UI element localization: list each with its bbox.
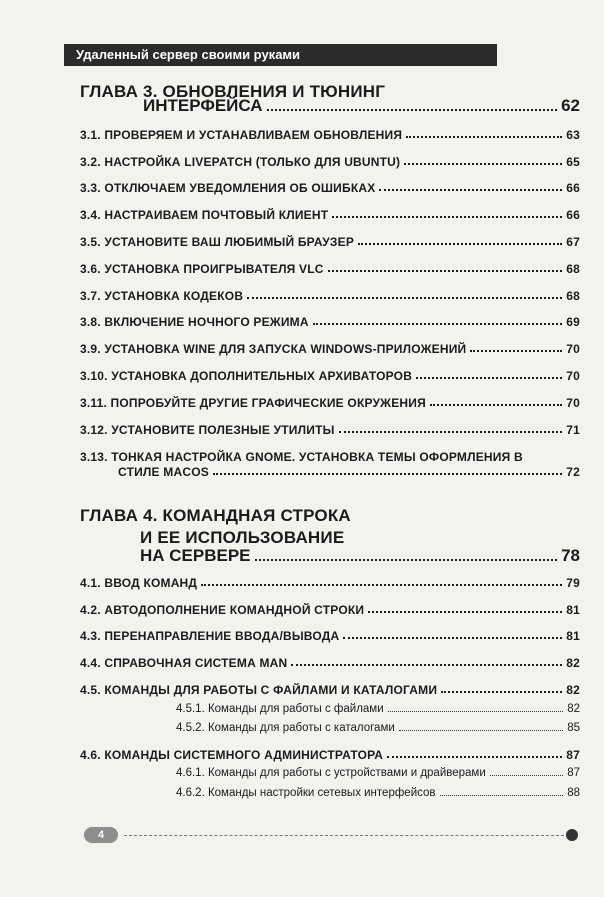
toc-entry-label: 3.11. ПОПРОБУЙТЕ ДРУГИЕ ГРАФИЧЕСКИЕ ОКРУЖЕНИЯ xyxy=(80,396,426,410)
toc-entry-label: 3.10. УСТАНОВКА ДОПОЛНИТЕЛЬНЫХ АРХИВАТОРОВ xyxy=(80,369,413,383)
leader-dots xyxy=(490,775,563,776)
leader-dots xyxy=(247,297,562,299)
leader-dots xyxy=(441,691,562,693)
toc-entry-label: 3.2. НАСТРОЙКА LIVEPATCH (ТОЛЬКО ДЛЯ UBUNTU) xyxy=(80,155,401,169)
toc-entry-page: 71 xyxy=(566,423,580,437)
toc-entry-label: 4.6.2. Команды настройки сетевых интерфейсов xyxy=(176,787,436,799)
chapter-4-title-line3-row xyxy=(80,546,580,566)
leader-dots xyxy=(343,637,562,639)
leader-dots xyxy=(358,243,562,245)
toc-entry-4-5-1 xyxy=(176,703,580,715)
leader-dots xyxy=(328,270,563,272)
running-header xyxy=(64,44,497,66)
toc-entry-page: 68 xyxy=(566,262,580,276)
toc-entry-4-6-2 xyxy=(176,787,580,799)
toc-entry-page: 87 xyxy=(566,748,580,762)
toc-entry-4-5 xyxy=(80,683,580,697)
leader-dots xyxy=(406,136,562,138)
toc-entry-label: 3.6. УСТАНОВКА ПРОИГРЫВАТЕЛЯ VLC xyxy=(80,262,324,276)
leader-dots xyxy=(470,350,562,352)
toc-entry-label: 4.2. АВТОДОПОЛНЕНИЕ КОМАНДНОЙ СТРОКИ xyxy=(80,603,365,617)
leader-dots xyxy=(291,664,562,666)
toc-entry-page: 66 xyxy=(566,208,580,222)
toc-entry-label: 3.8. ВКЛЮЧЕНИЕ НОЧНОГО РЕЖИМА xyxy=(80,315,309,329)
leader-dots xyxy=(399,730,563,731)
toc-entry-page: 82 xyxy=(567,703,580,715)
toc-entry-label: 3.7. УСТАНОВКА КОДЕКОВ xyxy=(80,289,244,303)
toc-entry-page: 68 xyxy=(566,289,580,303)
chapter-3-page: 62 xyxy=(561,96,580,115)
toc-entry-page: 79 xyxy=(566,576,580,590)
toc-entry-label-line1: 3.13. ТОНКАЯ НАСТРОЙКА GNOME. УСТАНОВКА ТЕМЫ ОФОРМЛЕНИЯ В xyxy=(80,450,523,464)
leader-dots xyxy=(387,756,562,758)
toc-entry-label: 4.6.1. Команды для работы с устройствами и драйверами xyxy=(176,767,486,779)
toc-entry-4-3 xyxy=(80,629,580,643)
toc-entry-3-6 xyxy=(80,262,580,276)
leader-dots xyxy=(313,323,563,325)
page-footer xyxy=(84,827,576,843)
toc-entry-page: 82 xyxy=(566,656,580,670)
toc-entry-label: 4.1. ВВОД КОМАНД xyxy=(80,576,198,590)
toc-entry-label: 3.1. ПРОВЕРЯЕМ И УСТАНАВЛИВАЕМ ОБНОВЛЕНИЯ xyxy=(80,128,403,142)
toc-entry-label: 4.5.2. Команды для работы с каталогами xyxy=(176,722,395,734)
toc-entry-label: 4.6. КОМАНДЫ СИСТЕМНОГО АДМИНИСТРАТОРА xyxy=(80,748,384,762)
toc-entry-page: 81 xyxy=(566,629,580,643)
chapter-3-title-line1: ГЛАВА 3. ОБНОВЛЕНИЯ И ТЮНИНГ xyxy=(80,82,386,101)
toc-entry-4-5-2 xyxy=(176,722,580,734)
leader-dots xyxy=(388,711,564,712)
leader-dots xyxy=(255,559,558,561)
toc-entry-4-1 xyxy=(80,576,580,590)
toc-entry-3-3 xyxy=(80,181,580,195)
leader-dots xyxy=(213,473,562,475)
page-number: 4 xyxy=(84,827,118,843)
chapter-4-page: 78 xyxy=(561,546,580,565)
toc-entry-3-1 xyxy=(80,128,580,142)
leader-dots xyxy=(332,216,562,218)
leader-dots xyxy=(267,109,558,111)
toc-entry-label: 3.12. УСТАНОВИТЕ ПОЛЕЗНЫЕ УТИЛИТЫ xyxy=(80,423,335,437)
chapter-4-title-line3: НА СЕРВЕРЕ xyxy=(140,546,251,565)
toc-entry-page: 81 xyxy=(566,603,580,617)
leader-dots xyxy=(404,163,562,165)
toc-entry-label: 3.4. НАСТРАИВАЕМ ПОЧТОВЫЙ КЛИЕНТ xyxy=(80,208,329,222)
chapter-3-title-line2-row xyxy=(80,96,580,116)
toc-entry-page: 87 xyxy=(567,767,580,779)
toc-entry-3-11 xyxy=(80,396,580,410)
footer-dot-ornament xyxy=(566,829,578,841)
leader-dots xyxy=(416,377,562,379)
toc-entry-page: 88 xyxy=(567,787,580,799)
chapter-4-title-line1: ГЛАВА 4. КОМАНДНАЯ СТРОКА xyxy=(80,506,351,525)
toc-entry-4-2 xyxy=(80,603,580,617)
toc-entry-page: 82 xyxy=(566,683,580,697)
toc-entry-page: 72 xyxy=(566,465,580,479)
toc-entry-4-6 xyxy=(80,748,580,762)
toc-entry-3-7 xyxy=(80,289,580,303)
leader-dots xyxy=(430,404,562,406)
toc-entry-page: 66 xyxy=(566,181,580,195)
toc-entry-page: 70 xyxy=(566,396,580,410)
toc-entry-3-12 xyxy=(80,423,580,437)
toc-entry-page: 63 xyxy=(566,128,580,142)
toc-entry-3-10 xyxy=(80,369,580,383)
toc-entry-3-5 xyxy=(80,235,580,249)
leader-dots xyxy=(201,584,562,586)
chapter-3-title-line2: ИНТЕРФЕЙСА xyxy=(143,96,263,115)
toc-entry-label: 4.5. КОМАНДЫ ДЛЯ РАБОТЫ С ФАЙЛАМИ И КАТАЛОГАМИ xyxy=(80,683,438,697)
toc-entry-3-4 xyxy=(80,208,580,222)
toc-entry-page: 67 xyxy=(566,235,580,249)
toc-entry-label: 4.4. СПРАВОЧНАЯ СИСТЕМА MAN xyxy=(80,656,288,670)
leader-dots xyxy=(440,795,564,796)
toc-entry-page: 69 xyxy=(566,315,580,329)
toc-entry-label: 3.5. УСТАНОВИТЕ ВАШ ЛЮБИМЫЙ БРАУЗЕР xyxy=(80,235,355,249)
toc-entry-3-8 xyxy=(80,315,580,329)
toc-entry-3-9 xyxy=(80,342,580,356)
toc-entry-label: 4.3. ПЕРЕНАПРАВЛЕНИЕ ВВОДА/ВЫВОДА xyxy=(80,629,340,643)
toc-entry-page: 70 xyxy=(566,369,580,383)
toc-entry-label: 3.9. УСТАНОВКА WINE ДЛЯ ЗАПУСКА WINDOWS-ПРИЛОЖЕНИЙ xyxy=(80,342,467,356)
toc-entry-3-2 xyxy=(80,155,580,169)
toc-entry-page: 85 xyxy=(567,722,580,734)
chapter-4-title-line2: И ЕЕ ИСПОЛЬЗОВАНИЕ xyxy=(140,528,345,547)
toc-entry-label: 3.3. ОТКЛЮЧАЕМ УВЕДОМЛЕНИЯ ОБ ОШИБКАХ xyxy=(80,181,376,195)
footer-divider xyxy=(124,835,564,836)
toc-entry-page: 70 xyxy=(566,342,580,356)
toc-entry-label: 4.5.1. Команды для работы с файлами xyxy=(176,703,384,715)
toc-entry-4-4 xyxy=(80,656,580,670)
toc-entry-3-13 xyxy=(80,450,580,479)
leader-dots xyxy=(339,431,563,433)
toc-entry-4-6-1 xyxy=(176,767,580,779)
leader-dots xyxy=(379,189,562,191)
leader-dots xyxy=(368,611,562,613)
running-header-title: Удаленный сервер своими руками xyxy=(76,47,301,62)
toc-entry-page: 65 xyxy=(566,155,580,169)
toc-entry-3-13-line2 xyxy=(80,465,580,479)
toc-entry-label-line2: СТИЛЕ MACOS xyxy=(118,465,209,479)
